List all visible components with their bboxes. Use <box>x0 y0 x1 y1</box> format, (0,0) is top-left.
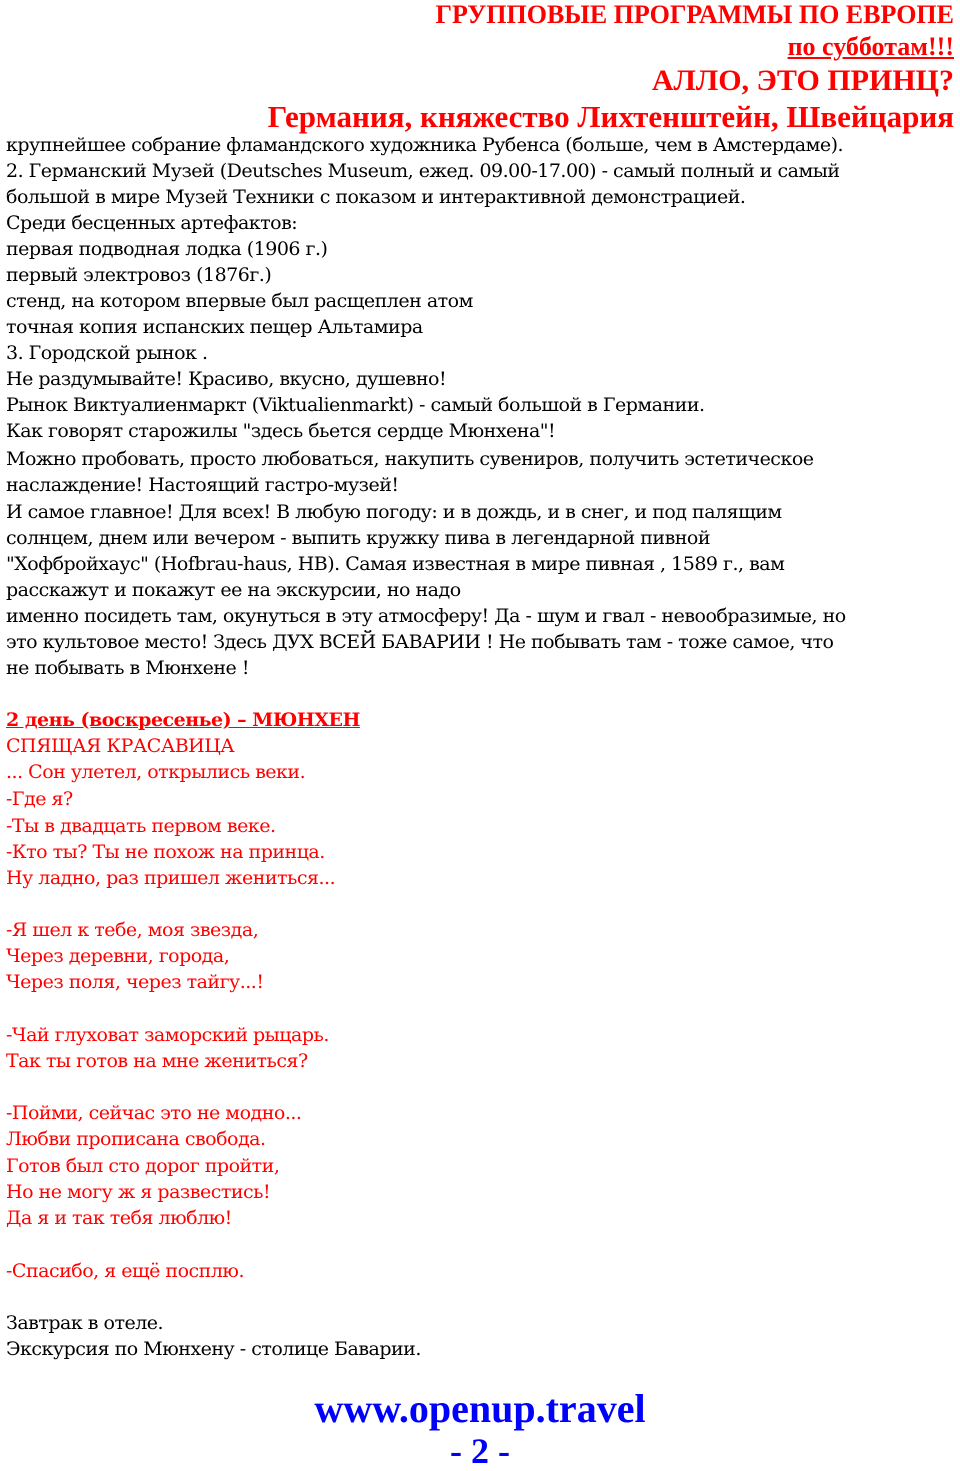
poem-line: -Кто ты? Ты не похож на принца. <box>6 841 325 863</box>
body-line: наслаждение! Настоящий гастро-музей! <box>6 474 399 496</box>
poem-line: Ну ладно, раз пришел жениться... <box>6 867 336 889</box>
body-line: крупнейшее собрание фламандского художника Рубенса (больше, чем в Амстердаме). <box>6 134 844 156</box>
poem-line: Так ты готов на мне жениться? <box>6 1050 308 1072</box>
poem-title: СПЯЩАЯ КРАСАВИЦА <box>6 735 235 757</box>
header-schedule: по субботам!!! <box>787 32 954 61</box>
body-line: И самое главное! Для всех! В любую погоду: и в дождь, и в снег, и под палящим <box>6 501 782 523</box>
body-line: Можно пробовать, просто любоваться, накупить сувениров, получить эстетическое <box>6 448 814 470</box>
poem-line: -Спасибо, я ещё посплю. <box>6 1260 244 1282</box>
poem-line: -Пойми, сейчас это не модно... <box>6 1102 302 1124</box>
body-line: большой в мире Музей Техники с показом и интерактивной демонстрацией. <box>6 186 746 208</box>
body-line: Как говорят старожилы "здесь бьется сердце Мюнхена"! <box>6 420 556 442</box>
poem-line: -Где я? <box>6 788 73 810</box>
poem-line: Но не могу ж я развестись! <box>6 1181 271 1203</box>
body-line: Не раздумывайте! Красиво, вкусно, душевно! <box>6 368 447 390</box>
body-line: это культовое место! Здесь ДУХ ВСЕЙ БАВАРИИ ! Не побывать там - тоже самое, что <box>6 631 834 653</box>
poem-line: -Чай глуховат заморский рыцарь. <box>6 1024 329 1046</box>
header-title: ГРУППОВЫЕ ПРОГРАММЫ ПО ЕВРОПЕ <box>435 0 954 29</box>
body-line: именно посидеть там, окунуться в эту атмосферу! Да - шум и гвал - невообразимые, но <box>6 605 846 627</box>
body-line: первая подводная лодка (1906 г.) <box>6 238 328 260</box>
poem-line: Да я и так тебя люблю! <box>6 1207 232 1229</box>
footer-website: www.openup.travel <box>314 1386 646 1431</box>
body-line: расскажут и покажут ее на экскурсии, но надо <box>6 579 461 601</box>
poem-line: -Я шел к тебе, моя звезда, <box>6 919 259 941</box>
page-number: - 2 - <box>450 1431 510 1471</box>
poem-line: Через деревни, города, <box>6 945 230 967</box>
body-line: Экскурсия по Мюнхену - столице Баварии. <box>6 1338 421 1360</box>
poem-line: ... Сон улетел, открылись веки. <box>6 761 306 783</box>
body-line: точная копия испанских пещер Альтамира <box>6 316 423 338</box>
header-countries: Германия, княжество Лихтенштейн, Швейцария <box>267 99 954 134</box>
poem-line: -Ты в двадцать первом веке. <box>6 815 276 837</box>
body-line: "Хофбройхаус" (Hofbrau-haus, HB). Самая известная в мире пивная , 1589 г., вам <box>6 553 785 575</box>
poem-line: Готов был сто дорог пройти, <box>6 1155 280 1177</box>
body-line: Завтрак в отеле. <box>6 1312 164 1334</box>
poem-line: Через поля, через тайгу...! <box>6 971 264 993</box>
body-line: Рынок Виктуалиенмаркт (Viktualienmarkt) - самый большой в Германии. <box>6 394 705 416</box>
body-line: солнцем, днем или вечером - выпить кружку пива в легендарной пивной <box>6 527 711 549</box>
body-line: не побывать в Мюнхене ! <box>6 657 249 679</box>
header-tour-name: АЛЛО, ЭТО ПРИНЦ? <box>651 64 954 97</box>
body-line: первый электровоз (1876г.) <box>6 264 272 286</box>
body-line: Среди бесценных артефактов: <box>6 212 298 234</box>
day2-heading: 2 день (воскресенье) – МЮНХЕН <box>6 709 360 731</box>
body-line: стенд, на котором впервые был расщеплен атом <box>6 290 473 312</box>
body-line: 3. Городской рынок . <box>6 342 208 364</box>
body-line: 2. Германский Музей (Deutsches Museum, ежед. 09.00-17.00) - самый полный и самый <box>6 160 840 182</box>
poem-line: Любви прописана свобода. <box>6 1128 266 1150</box>
